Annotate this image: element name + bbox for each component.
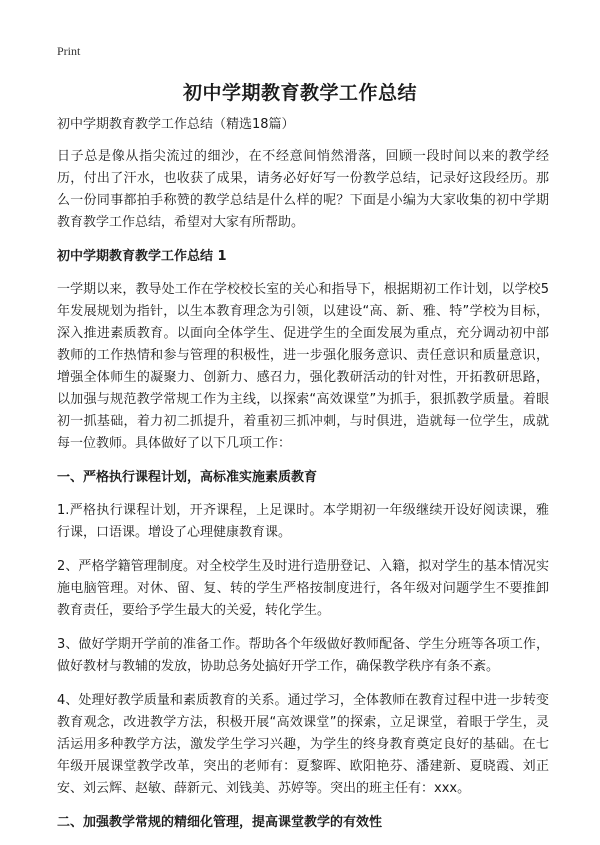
document-title: 初中学期教育教学工作总结 [182, 82, 417, 104]
heading-1: 一、严格执行课程计划，高标准实施素质教育 [57, 470, 318, 485]
intro-paragraph: 日子总是像从指尖流过的细沙，在不经意间悄然滑落，回顾一段时间以来的教学经历，付出了汗水，也收获了成果，请务必好好写一份教学总结，记录好这段经历。那么一份同事都拍手称赞的教学总结是什么样的呢？下面是小编为大家收集的初中学期教育教学工作总结，希望对大家有所帮助。 [57, 149, 549, 230]
section-1-title: 初中学期教育教学工作总结 1 [57, 249, 227, 264]
item-2-paragraph: 2、严格学籍管理制度。对全校学生及时进行造册登记、入籍，拟对学生的基本情况实施电脑管理。对休、留、复、转的学生严格按制度进行，各年级对问题学生不要推卸教育责任，要给予学生最大的关爱，转化学生。 [57, 559, 549, 618]
print-link[interactable]: Print [57, 44, 81, 58]
document-subtitle: 初中学期教育教学工作总结（精选18篇） [57, 117, 295, 132]
item-4-paragraph: 4、处理好教学质量和素质教育的关系。通过学习，全体教师在教育过程中进一步转变教育观念，改进教学方法，积极开展“高效课堂”的探索，立足课堂，着眼于学生，灵活运用多种教学方法，激发学生学习兴趣，为学生的终身教育奠定良好的基础。在七年级开展课堂教学改革，突出的老师有：夏黎晖、欧阳艳芬、潘建新、夏晓霞、刘正安、刘云辉、赵敏、薛新元、刘钱美、苏婷等。突出的班主任有：xxx。 [57, 693, 549, 796]
document-body [57, 114, 549, 845]
item-3-paragraph: 3、做好学期开学前的准备工作。帮助各个年级做好教师配备、学生分班等各项工作，做好教材与教辅的发放，协助总务处搞好开学工作，确保教学秩序有条不紊。 [57, 637, 549, 674]
item-1-paragraph: 1.严格执行课程计划，开齐课程，上足课时。本学期初一年级继续开设好阅读课，雅行课，口语课。增设了心理健康教育课。 [57, 503, 549, 540]
section-1-intro-paragraph: 一学期以来，教导处工作在学校校长室的关心和指导下，根据期初工作计划，以学校5年发展规划为指针，以生本教育理念为引领，以建设“高、新、雅、特”学校为目标，深入推进素质教育。以面向全体学生、促进学生的全面发展为重点，充分调动初中部教师的工作热情和参与管理的积极性，进一步强化服务意识、责任意识和质量意识，增强全体师生的凝聚力、创新力、感召力，强化教研活动的针对性，开拓教研思路，以加强与规范教学常规工作为主线，以探索“高效课堂”为抓手，狠抓教学质量。着眼初一抓基础，着力初二抓提升，着重初三抓冲刺，与时俱进，造就每一位学生，成就每一位教师。具体做好了以下几项工作： [57, 282, 549, 451]
heading-2: 二、加强教学常规的精细化管理，提高课堂教学的有效性 [57, 815, 383, 830]
